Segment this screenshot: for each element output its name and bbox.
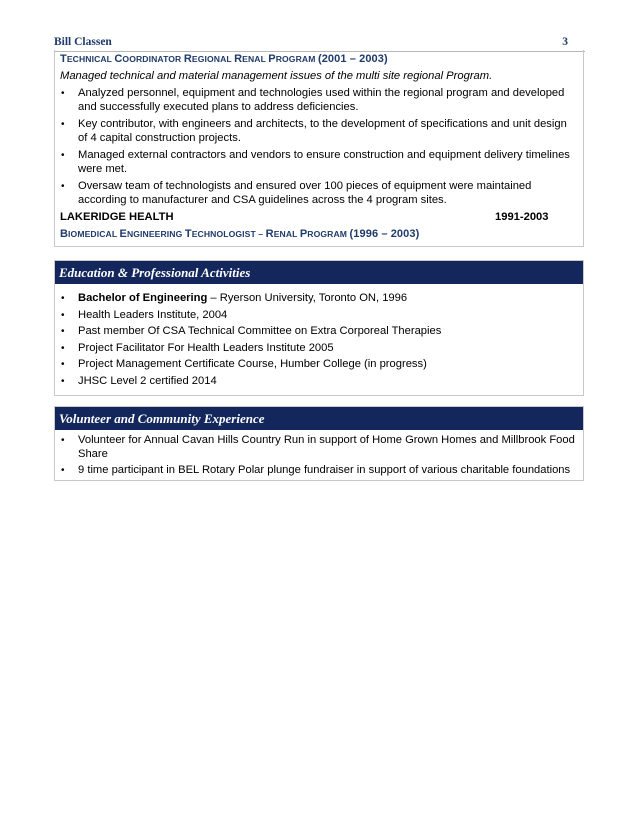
bullet-icon: • (61, 150, 65, 161)
list-item: • Bachelor of Engineering – Ryerson University, Toronto ON, 1996 (61, 292, 408, 304)
list-item: • Managed external contractors and vendors to ensure construction and equipment delivery timelines were met. (61, 149, 570, 175)
bullet-icon: • (61, 359, 65, 370)
list-item: • Project Management Certificate Course, Humber College (in progress) (61, 358, 427, 370)
education-list (60, 292, 577, 391)
list-item: • Analyzed personnel, equipment and technologies used within the regional program and developed and successfully executed plans to address deficiencies. (61, 87, 565, 113)
list-item: • JHSC Level 2 certified 2014 (61, 374, 217, 387)
job-title-biomedical-technologist: BIOMEDICAL ENGINEERING TECHNOLOGIST – RENAL PROGRAM (1996 – 2003) (60, 228, 420, 240)
bullet-icon: • (61, 309, 65, 321)
role-summary: Managed technical and material management issues of the multi site regional Program. (60, 70, 493, 82)
bullet-icon: • (61, 375, 65, 387)
bullet-icon: • (61, 465, 65, 476)
job-title-technical-coordinator: TECHNICAL COORDINATOR REGIONAL RENAL PROGRAM (2001 – 2003) (60, 53, 388, 65)
volunteer-list (60, 434, 577, 481)
list-item: • Project Facilitator For Health Leaders Institute 2005 (61, 341, 334, 354)
bullet-icon: • (61, 342, 65, 354)
bullet-icon: • (61, 181, 65, 192)
list-item: • Health Leaders Institute, 2004 (61, 308, 228, 321)
list-item: • 9 time participant in BEL Rotary Polar plunge fundraiser in support of various charitable foundations (61, 464, 571, 476)
section-heading-education: Education & Professional Activities (55, 261, 583, 284)
job-period: (1996 – 2003) (349, 228, 420, 240)
bullet-icon: • (61, 326, 65, 337)
education-section (54, 260, 584, 396)
degree-name: Bachelor of Engineering (78, 292, 208, 304)
page-header (54, 36, 568, 48)
bullet-icon: • (61, 293, 65, 304)
experience-section (54, 50, 584, 247)
header-name: Bill Classen (54, 36, 112, 48)
employer-name: LAKERIDGE HEALTH (60, 211, 174, 223)
bullet-icon: • (61, 119, 65, 130)
list-item: • Past member Of CSA Technical Committee on Extra Corporeal Therapies (61, 325, 442, 337)
employer-years: 1991-2003 (495, 211, 549, 223)
list-item: • Oversaw team of technologists and ensured over 100 pieces of equipment were maintained according to manufacturer and CSA guidelines across the 4 program sites. (61, 180, 532, 206)
page-number: 3 (562, 36, 568, 48)
volunteer-section (54, 406, 584, 481)
list-item: • Volunteer for Annual Cavan Hills Country Run in support of Home Grown Homes and Millbrook Food Share (61, 434, 575, 460)
section-heading-volunteer: Volunteer and Community Experience (55, 407, 583, 430)
bullet-icon: • (61, 88, 65, 99)
role-bullets (60, 87, 577, 211)
list-item: • Key contributor, with engineers and architects, to the development of specifications and unit design of 4 capital construction projects. (61, 118, 567, 144)
bullet-icon: • (61, 435, 65, 446)
job-period: (2001 – 2003) (317, 53, 388, 65)
